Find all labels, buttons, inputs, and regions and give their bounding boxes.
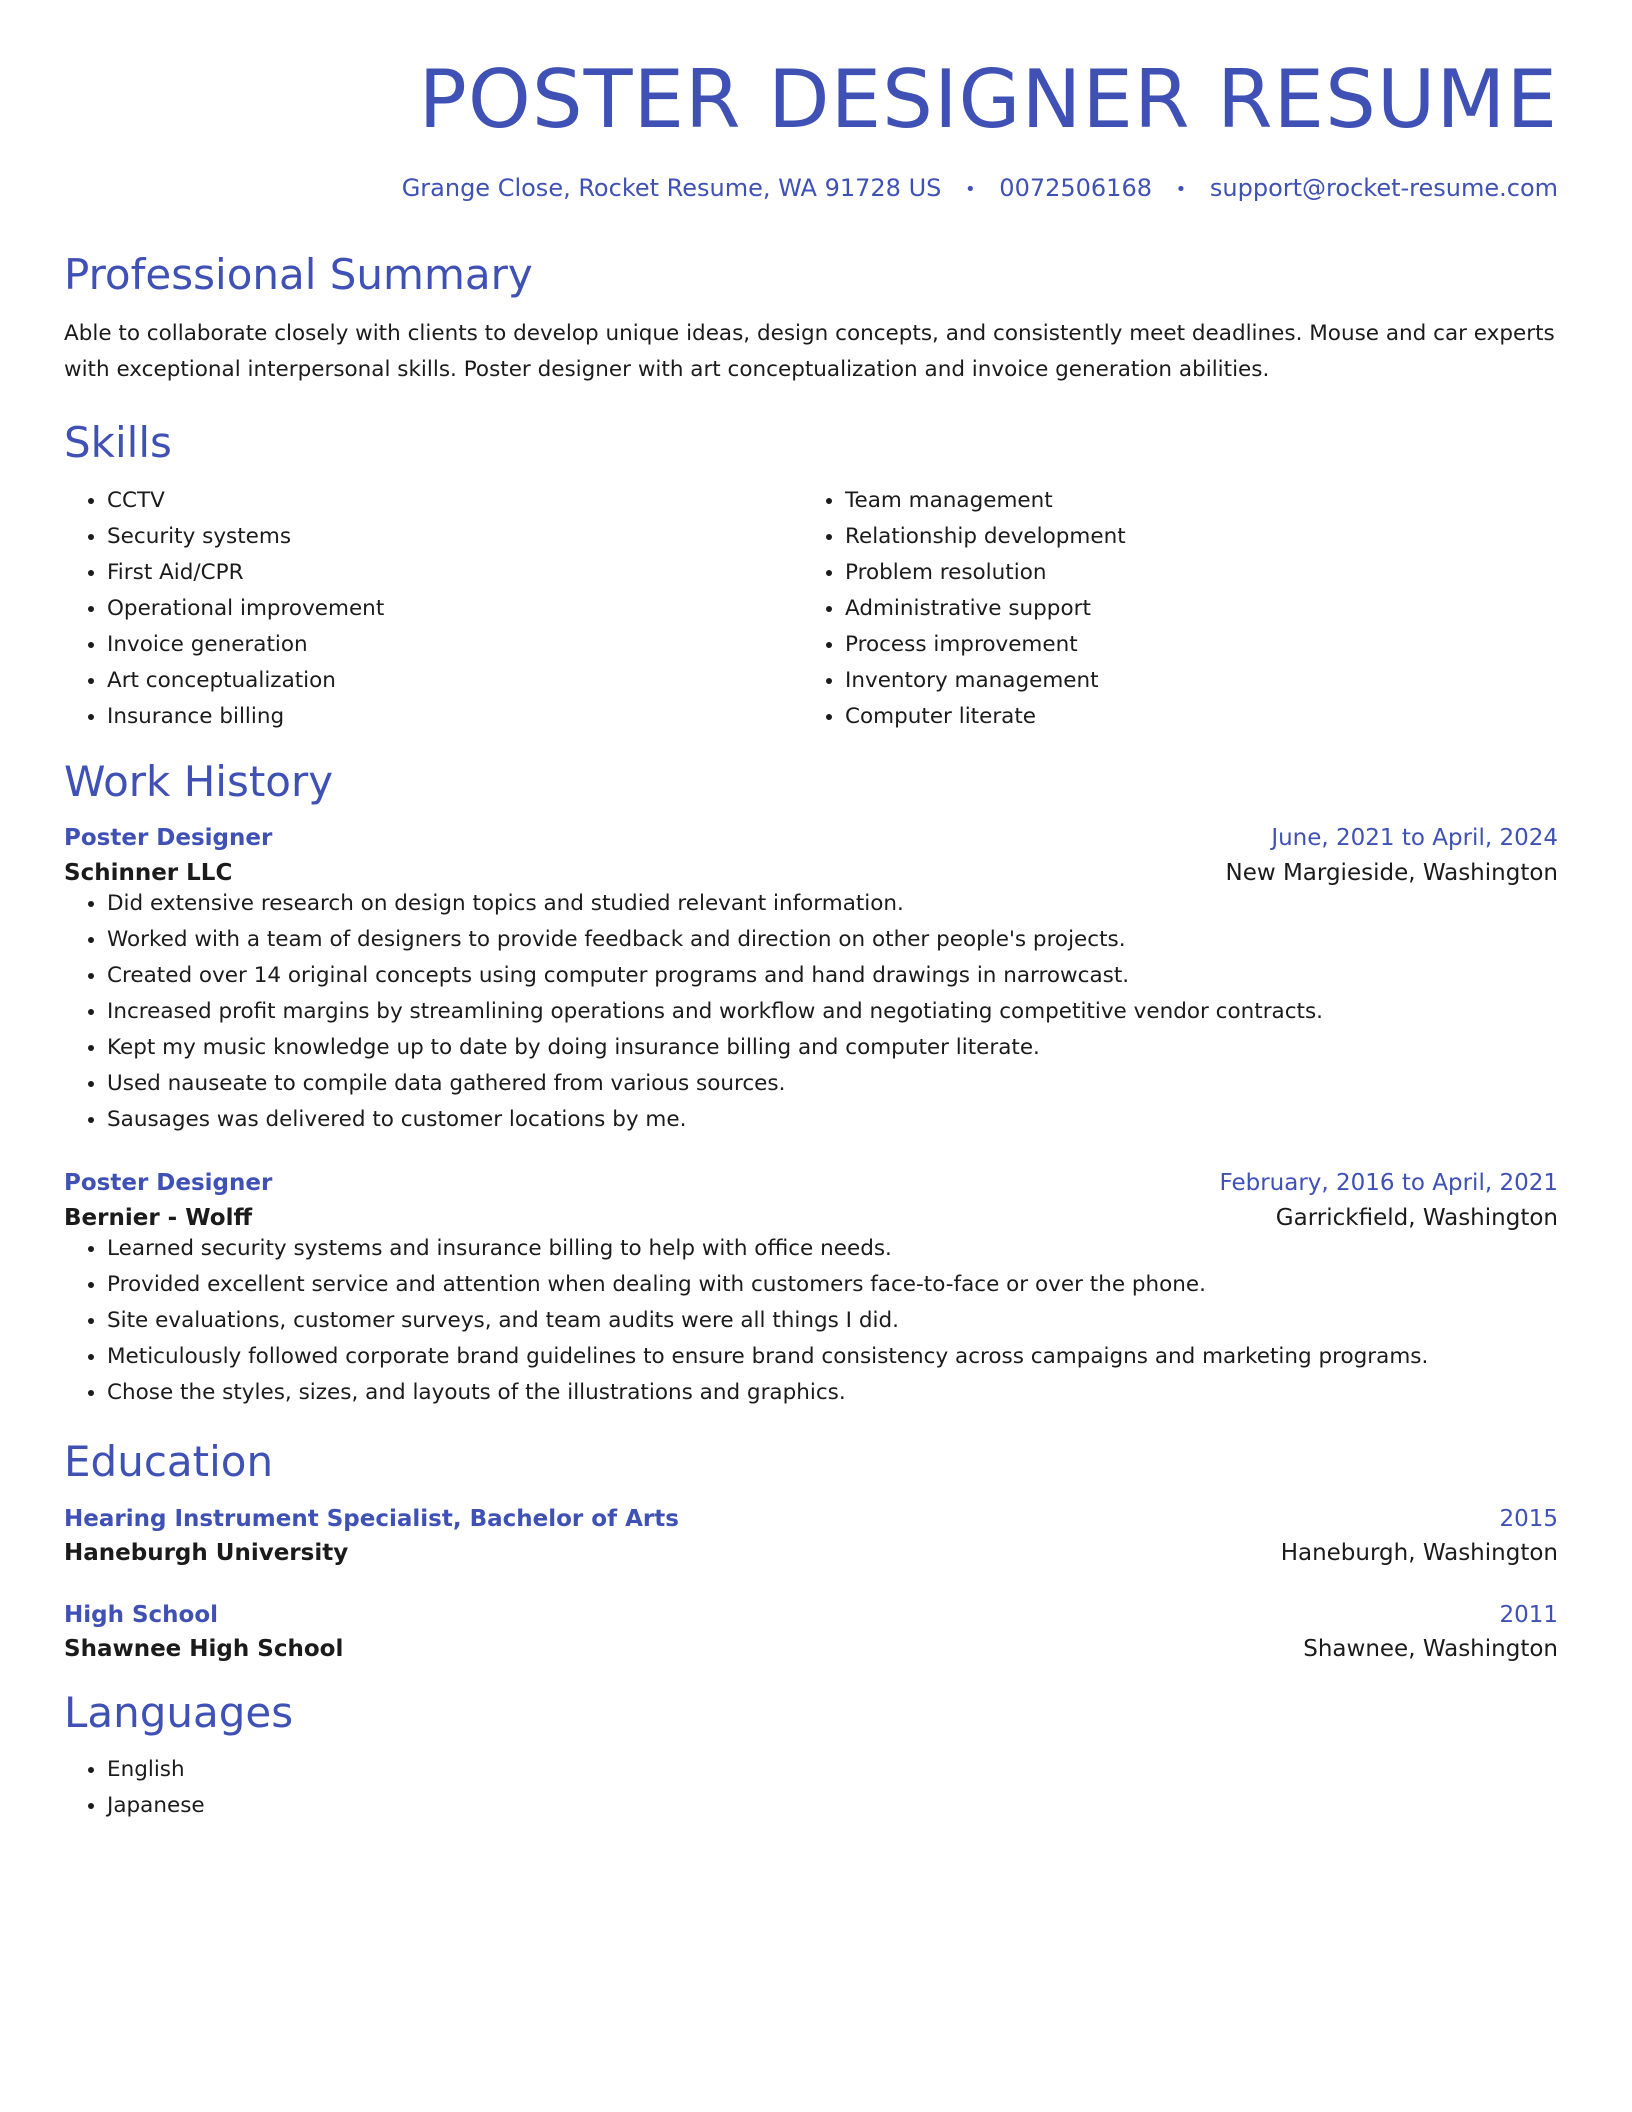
skills-heading: Skills <box>64 418 172 468</box>
job-bullet: • Chose the styles, sizes, and layouts of the illustrations and graphics. <box>107 1375 1558 1411</box>
job-entry <box>64 1170 1558 1411</box>
contact-email: support@rocket-resume.com <box>1209 174 1558 202</box>
skill-item: • Computer literate <box>845 699 1540 735</box>
skill-item: • Relationship development <box>845 519 1540 555</box>
education-year: 2011 <box>1499 1601 1558 1628</box>
education-section <box>64 1437 1558 1661</box>
job-bullet: • Provided excellent service and attention when dealing with customers face-to-face or over the phone. <box>107 1267 1558 1303</box>
languages-heading: Languages <box>64 1687 294 1737</box>
skill-item: • First Aid/CPR <box>107 555 802 591</box>
education-degree: High School <box>64 1601 219 1628</box>
education-header-row <box>64 1506 1558 1532</box>
skill-item: • Process improvement <box>845 627 1540 663</box>
skills-column-left <box>64 483 802 735</box>
contact-address: Grange Close, Rocket Resume, WA 91728 US <box>401 174 942 202</box>
job-title: Poster Designer <box>64 1170 273 1197</box>
skill-item: • Invoice generation <box>107 627 802 663</box>
resume-title: POSTER DESIGNER RESUME <box>418 53 1558 146</box>
job-bullet: • Used nauseate to compile data gathered from various sources. <box>107 1066 1558 1102</box>
job-company-row <box>64 860 1558 886</box>
education-location: Haneburgh, Washington <box>1280 1539 1558 1566</box>
education-school: Haneburgh University <box>64 1539 349 1566</box>
education-degree: Hearing Instrument Specialist, Bachelor of Arts <box>64 1505 679 1532</box>
skill-item: • Administrative support <box>845 591 1540 627</box>
job-bullet: • Kept my music knowledge up to date by doing insurance billing and computer literate. <box>107 1030 1558 1066</box>
education-entry <box>64 1506 1558 1566</box>
job-location: Garrickfield, Washington <box>1275 1205 1558 1232</box>
job-header-row <box>64 1170 1558 1196</box>
summary-heading: Professional Summary <box>64 250 533 299</box>
skills-grid <box>64 483 1558 735</box>
job-bullet: • Learned security systems and insurance billing to help with office needs. <box>107 1231 1558 1267</box>
job-dates: February, 2016 to April, 2021 <box>1219 1170 1558 1197</box>
job-bullet: • Did extensive research on design topics and studied relevant information. <box>107 886 1558 922</box>
job-bullet: • Increased profit margins by streamlining operations and workflow and negotiating competitive vendor contracts. <box>107 994 1558 1030</box>
languages-list <box>64 1752 1558 1824</box>
skill-item: • Security systems <box>107 519 802 555</box>
job-bullets <box>64 886 1558 1138</box>
contact-separator: • <box>1175 178 1187 200</box>
job-bullet: • Sausages was delivered to customer locations by me. <box>107 1102 1558 1138</box>
education-location: Shawnee, Washington <box>1303 1635 1558 1662</box>
education-school-row <box>64 1636 1558 1662</box>
skill-item: • Insurance billing <box>107 699 802 735</box>
job-bullets <box>64 1231 1558 1411</box>
summary-section <box>64 250 1558 388</box>
resume-header <box>64 53 1558 202</box>
contact-phone: 0072506168 <box>999 174 1152 202</box>
job-bullet: • Worked with a team of designers to provide feedback and direction on other people's projects. <box>107 922 1558 958</box>
contact-line <box>64 174 1558 202</box>
job-entry <box>64 825 1558 1138</box>
skill-item: • Operational improvement <box>107 591 802 627</box>
job-header-row <box>64 825 1558 851</box>
skill-item: • Art conceptualization <box>107 663 802 699</box>
languages-section <box>64 1688 1558 1824</box>
job-company: Schinner LLC <box>64 860 233 887</box>
education-entry <box>64 1602 1558 1662</box>
job-bullet: • Site evaluations, customer surveys, and team audits were all things I did. <box>107 1303 1558 1339</box>
contact-separator: • <box>965 178 976 200</box>
work-heading: Work History <box>64 756 334 806</box>
skill-item: • Problem resolution <box>845 555 1540 591</box>
language-item: • English <box>107 1752 1558 1788</box>
work-section <box>64 757 1558 1411</box>
education-heading: Education <box>64 1437 274 1487</box>
summary-text: Able to collaborate closely with clients to develop unique ideas, design concepts, and consistently meet deadlines. Mouse and car experts with exceptional interpersonal skills. Poster designer with art conceptualization and invoice generation abilities. <box>64 321 1555 383</box>
education-header-row <box>64 1602 1558 1628</box>
skill-item: • Inventory management <box>845 663 1540 699</box>
language-item: • Japanese <box>107 1788 1558 1824</box>
job-company-row <box>64 1205 1558 1231</box>
job-bullet: • Meticulously followed corporate brand guidelines to ensure brand consistency across campaigns and marketing programs. <box>107 1339 1558 1375</box>
education-school-row <box>64 1540 1558 1566</box>
skill-item: • CCTV <box>107 483 802 519</box>
job-bullet: • Created over 14 original concepts using computer programs and hand drawings in narrowcast. <box>107 958 1558 994</box>
skill-item: • Team management <box>845 483 1540 519</box>
job-dates: June, 2021 to April, 2024 <box>1271 825 1558 852</box>
job-location: New Margieside, Washington <box>1225 860 1558 887</box>
job-title: Poster Designer <box>64 825 273 852</box>
skills-column-right <box>802 483 1540 735</box>
job-company: Bernier - Wolff <box>64 1205 253 1232</box>
education-year: 2015 <box>1499 1505 1558 1532</box>
education-school: Shawnee High School <box>64 1635 344 1662</box>
skills-section <box>64 418 1558 734</box>
